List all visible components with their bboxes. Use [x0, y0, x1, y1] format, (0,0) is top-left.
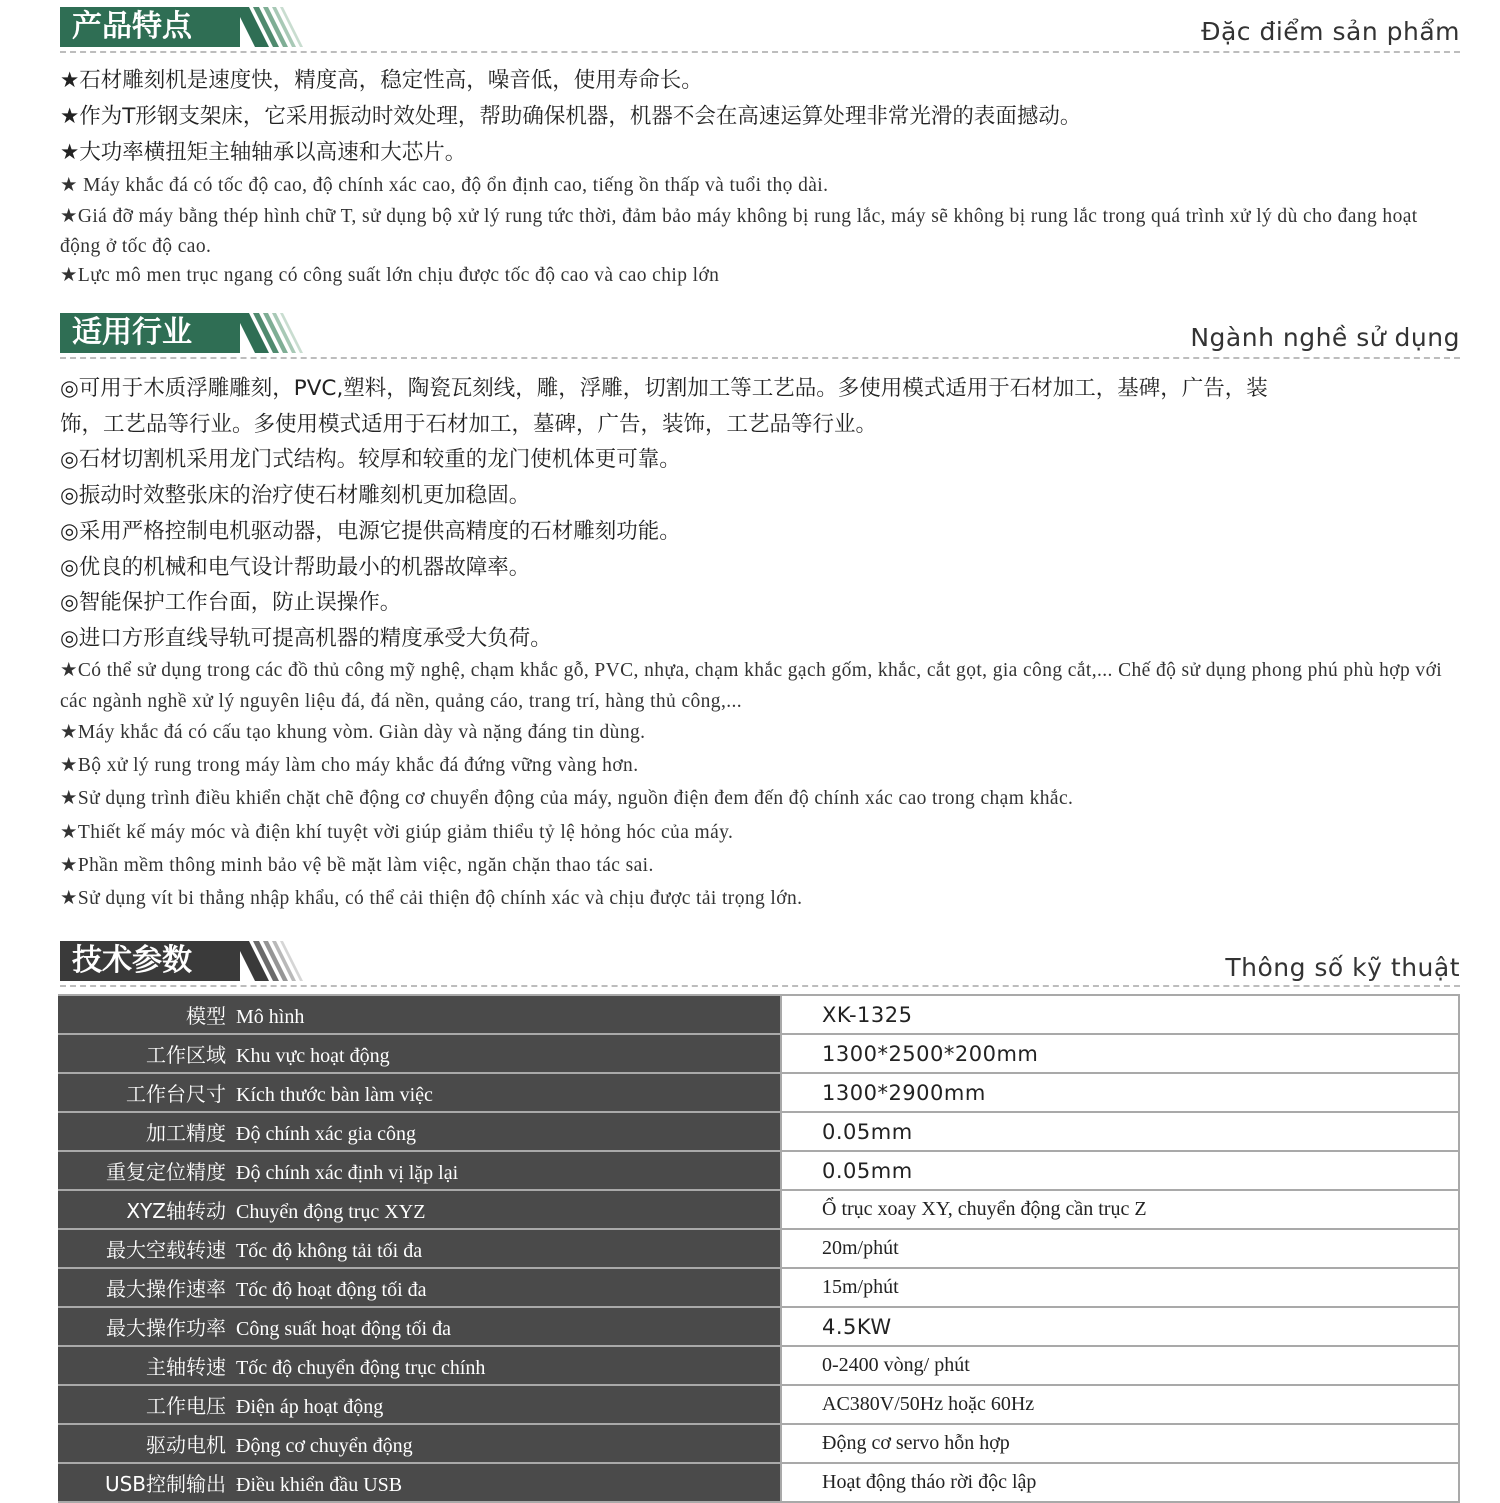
spec-value: 0.05mm	[822, 1119, 913, 1144]
table-row	[58, 1034, 1459, 1073]
spec-value: Động cơ servo hỗn hợp	[822, 1432, 1010, 1454]
spec-label-cn: 模型	[186, 1004, 226, 1028]
spec-label-vn: Mô hình	[236, 1006, 305, 1028]
table-row	[58, 1151, 1459, 1190]
application-cn-8: ◎进口方形直线导轨可提高机器的精度承受大负荷。	[60, 626, 552, 651]
spec-label-cn: 最大操作功率	[106, 1316, 226, 1340]
spec-value: 4.5KW	[822, 1314, 892, 1339]
spec-label-vn: Độ chính xác gia công	[236, 1123, 416, 1145]
spec-label-vn: Tốc độ chuyển động trục chính	[236, 1357, 486, 1379]
spec-label-cn: 重复定位精度	[106, 1160, 226, 1184]
table-row	[58, 1346, 1459, 1385]
spec-value: 0.05mm	[822, 1158, 913, 1183]
table-row	[58, 1463, 1459, 1502]
specs-divider	[60, 985, 1460, 987]
spec-value: 1300*2500*200mm	[822, 1041, 1039, 1066]
features-tab	[60, 7, 240, 47]
table-row	[58, 1229, 1459, 1268]
application-cn-5: ◎采用严格控制电机驱动器，电源它提供高精度的石材雕刻功能。	[60, 519, 681, 544]
spec-label-vn: Công suất hoạt động tối đa	[236, 1318, 451, 1340]
stripes-icon	[235, 941, 315, 981]
spec-value: XK-1325	[822, 1002, 913, 1027]
spec-label-vn: Chuyển động trục XYZ	[236, 1201, 426, 1223]
table-row	[58, 1307, 1459, 1346]
spec-label-cn: 最大空载转速	[106, 1238, 226, 1262]
specs-title-vn: Thông số kỹ thuật	[1225, 953, 1460, 982]
applications-divider	[60, 357, 1460, 359]
feature-cn-1: ★石材雕刻机是速度快，精度高，稳定性高，噪音低，使用寿命长。	[60, 68, 703, 93]
table-row	[58, 995, 1459, 1034]
spec-label-vn: Điều khiển đầu USB	[236, 1474, 403, 1496]
spec-value: 20m/phút	[822, 1237, 899, 1259]
applications-title-cn: 适用行业	[72, 315, 192, 350]
stripes-icon	[235, 313, 315, 353]
feature-vn-3: ★Lực mô men trục ngang có công suất lớn chịu được tốc độ cao và cao chip lớn	[60, 265, 720, 286]
spec-label-cn: 加工精度	[146, 1121, 226, 1145]
stripes-icon	[235, 7, 315, 47]
application-vn-7: ★Sử dụng vít bi thẳng nhập khẩu, có thể cải thiện độ chính xác và chịu được tải trọng lớn.	[60, 888, 803, 909]
spec-table	[58, 994, 1460, 1503]
spec-label-cn: 工作区域	[146, 1043, 226, 1067]
features-divider	[60, 51, 1460, 53]
spec-value: Hoạt động tháo rời độc lập	[822, 1471, 1037, 1493]
spec-value: Ổ trục xoay XY, chuyển động cần trục Z	[822, 1198, 1147, 1220]
spec-value: 15m/phút	[822, 1276, 899, 1298]
application-cn-4: ◎振动时效整张床的治疗使石材雕刻机更加稳固。	[60, 483, 531, 508]
spec-label-cn: XYZ轴转动	[126, 1199, 226, 1223]
features-header	[60, 7, 1460, 51]
feature-cn-3: ★大功率横扭矩主轴轴承以高速和大芯片。	[60, 140, 467, 165]
spec-value: AC380V/50Hz hoặc 60Hz	[822, 1393, 1035, 1415]
spec-label-cn: 工作台尺寸	[126, 1082, 226, 1106]
application-cn-6: ◎优良的机械和电气设计帮助最小的机器故障率。	[60, 555, 531, 580]
table-row	[58, 1112, 1459, 1151]
table-row	[58, 1424, 1459, 1463]
application-vn-4: ★Sử dụng trình điều khiển chặt chẽ động cơ chuyển động của máy, nguồn điện đem đến độ chính xác cao trong chạm khắc.	[60, 788, 1074, 809]
feature-vn-2: ★Giá đỡ máy bằng thép hình chữ T, sử dụng bộ xử lý rung tức thời, đảm bảo máy không bị rung lắc, máy sẽ không bị rung lắc trong quá trình xử lý dù cho đang hoạt động ở tốc độ cao.	[60, 206, 1418, 257]
spec-label-vn: Khu vực hoạt động	[236, 1045, 390, 1067]
spec-label-cn: 驱动电机	[146, 1433, 226, 1457]
application-vn-5: ★Thiết kế máy móc và điện khí tuyệt vời giúp giảm thiểu tỷ lệ hỏng hóc của máy.	[60, 822, 734, 843]
features-title-vn: Đặc điểm sản phẩm	[1201, 17, 1460, 46]
spec-value: 1300*2900mm	[822, 1080, 986, 1105]
features-title-cn: 产品特点	[72, 9, 192, 44]
applications-tab	[60, 313, 240, 353]
spec-label-cn: 主轴转速	[146, 1355, 226, 1379]
specs-header	[60, 941, 1460, 987]
spec-label-vn: Động cơ chuyển động	[236, 1435, 413, 1457]
application-cn-1: ◎可用于木质浮雕雕刻，PVC,塑料，陶瓷瓦刻线，雕，浮雕，切割加工等工艺品。多使用模式适用于石材加工，基碑，广告，装	[60, 376, 1268, 401]
applications-title-vn: Ngành nghề sử dụng	[1190, 323, 1460, 352]
spec-label-vn: Điện áp hoạt động	[236, 1396, 384, 1418]
table-row	[58, 1268, 1459, 1307]
application-cn-7: ◎智能保护工作台面，防止误操作。	[60, 590, 402, 615]
spec-label-vn: Độ chính xác định vị lặp lại	[236, 1162, 459, 1184]
spec-label-vn: Tốc độ hoạt động tối đa	[236, 1279, 427, 1301]
spec-label-cn: USB控制输出	[104, 1472, 226, 1496]
feature-cn-2: ★作为T形钢支架床，它采用振动时效处理，帮助确保机器，机器不会在高速运算处理非常光滑的表面撼动。	[60, 104, 1082, 129]
spec-label-cn: 工作电压	[146, 1394, 226, 1418]
table-row	[58, 1190, 1459, 1229]
specs-title-cn: 技术参数	[72, 943, 192, 978]
table-row	[58, 1385, 1459, 1424]
application-vn-2: ★Máy khắc đá có cấu tạo khung vòm. Giàn dày và nặng đáng tin dùng.	[60, 722, 646, 743]
application-vn-1: ★Có thể sử dụng trong các đồ thủ công mỹ nghệ, chạm khắc gỗ, PVC, nhựa, chạm khắc gạch gốm, khắc, cắt gọt, gia công cắt,... Chế độ sử dụng phong phú phù hợp với các ngành nghề xử lý nguyên liệu đá, đá nền, quảng cáo, trang trí, hàng thủ công,...	[60, 660, 1443, 712]
spec-label-vn: Tốc độ không tải tối đa	[236, 1240, 423, 1262]
application-vn-3: ★Bộ xử lý rung trong máy làm cho máy khắc đá đứng vững vàng hơn.	[60, 755, 639, 776]
application-cn-3: ◎石材切割机采用龙门式结构。较厚和较重的龙门使机体更可靠。	[60, 447, 681, 472]
spec-label-cn: 最大操作速率	[106, 1277, 226, 1301]
application-vn-6: ★Phần mềm thông minh bảo vệ bề mặt làm việc, ngăn chặn thao tác sai.	[60, 855, 654, 876]
application-cn-2: 饰，工艺品等行业。多使用模式适用于石材加工，墓碑，广告，装饰，工艺品等行业。	[60, 412, 878, 437]
table-row	[58, 1073, 1459, 1112]
specs-tab	[60, 941, 240, 981]
spec-value: 0-2400 vòng/ phút	[822, 1354, 970, 1376]
spec-label-vn: Kích thước bàn làm việc	[236, 1084, 433, 1106]
applications-header	[60, 313, 1460, 357]
feature-vn-1: ★ Máy khắc đá có tốc độ cao, độ chính xác cao, độ ổn định cao, tiếng ồn thấp và tuổi thọ dài.	[60, 175, 829, 196]
